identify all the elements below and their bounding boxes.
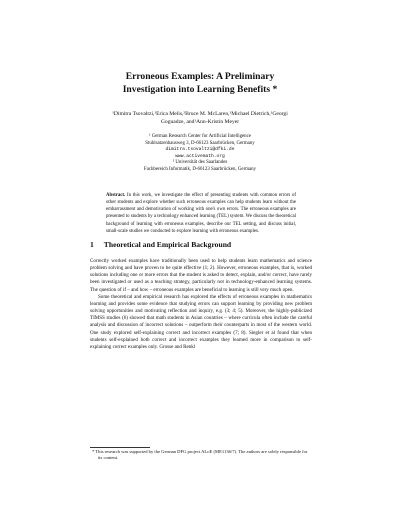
- paper-title-line-1: Erroneous Examples: A Preliminary: [125, 71, 275, 82]
- body-paragraph-1: Correctly worked examples have traditionally been used to help students learn mathematics and science problem solving and have proven to be quite effective (1; 2). However, erroneous examples, that is, worked solutions including one or more errors that the student is asked to detect, explain, and/or correct, have rarely been investigated or used as a teaching strategy, particularly not in technology-enhanced learning systems. The question of if – and how – erroneous examples are beneficial to learning is still very much open.: [90, 258, 312, 293]
- abstract-label: Abstract.: [106, 193, 126, 198]
- author-list: [78, 111, 322, 126]
- abstract: [106, 192, 296, 235]
- section-number: 1: [90, 240, 94, 249]
- section-title: Theoretical and Empirical Background: [103, 240, 232, 249]
- affiliation-1-address: Stuhlsatzenhausweg 3, D-66123 Saarbrücken, Germany: [145, 140, 255, 146]
- body-text: [90, 258, 312, 351]
- affiliations: [90, 134, 310, 174]
- footnote-text: * This research was supported by the German DFG project ALoE (ME1136/7). The authors are solely responsible for its content.: [92, 449, 308, 461]
- paper-title: [70, 70, 330, 96]
- footnote-rule: [90, 447, 150, 448]
- contact-email: dimitra.tsovaltzi@dfki.de: [165, 147, 235, 153]
- paper-title-line-2: Investigation into Learning Benefits *: [122, 84, 278, 95]
- affiliation-1-name: ¹ German Research Center for Artificial Intelligence: [149, 134, 251, 139]
- author-line-1: ¹Dimitra Tsovaltzi,¹Erica Melis,²Bruce M. McLaren,¹Michael Dietrich,¹Georgi: [112, 111, 288, 117]
- author-line-2: Goguadze, and¹Ann-Kristin Meyer: [160, 118, 240, 125]
- body-paragraph-2: Some theoretical and empirical research has explored the effects of erroneous examples in mathematics learning and provides some evidence that studying errors can support learning by providing new problem solving opportunities and motivating reflection and inquiry, e.g. (3; 4; 5). Moreover, the highly-publicized TIMSS studies (6) showed that math students in Asian countries – where curricula often include the careful analysis and discussion of incorrect solutions – outperform their counterparts in most of the western world. One study explored self-explaining correct and incorrect examples (7; 8). Siegler et al found that when students self-explained both correct and incorrect examples they learned more in comparison to self-explaining correct examples only. Grosse and Renkl: [90, 293, 312, 350]
- section-heading: [90, 240, 231, 249]
- footnote: [90, 449, 312, 461]
- affiliation-2-address: Fachbereich Informatik, D-66123 Saarbrücken, Germany: [143, 166, 257, 172]
- abstract-text: In this work, we investigate the effect of presenting students with common errors of other students and explore whether such erroneous examples can help students learn without the embarrassment and demotivation of working with one's own errors. The erroneous examples are presented to students by a technology enhanced learning (TEL) system. We discuss the theoretical background of learning with erroneous examples, describe our TEL setting, and discuss initial, small-scale studies we conducted to explore learning with erroneous examples.: [106, 193, 296, 234]
- affiliation-2-name: ² Universität des Saarlandes: [172, 160, 228, 166]
- project-website: www.activemath.org: [175, 153, 225, 159]
